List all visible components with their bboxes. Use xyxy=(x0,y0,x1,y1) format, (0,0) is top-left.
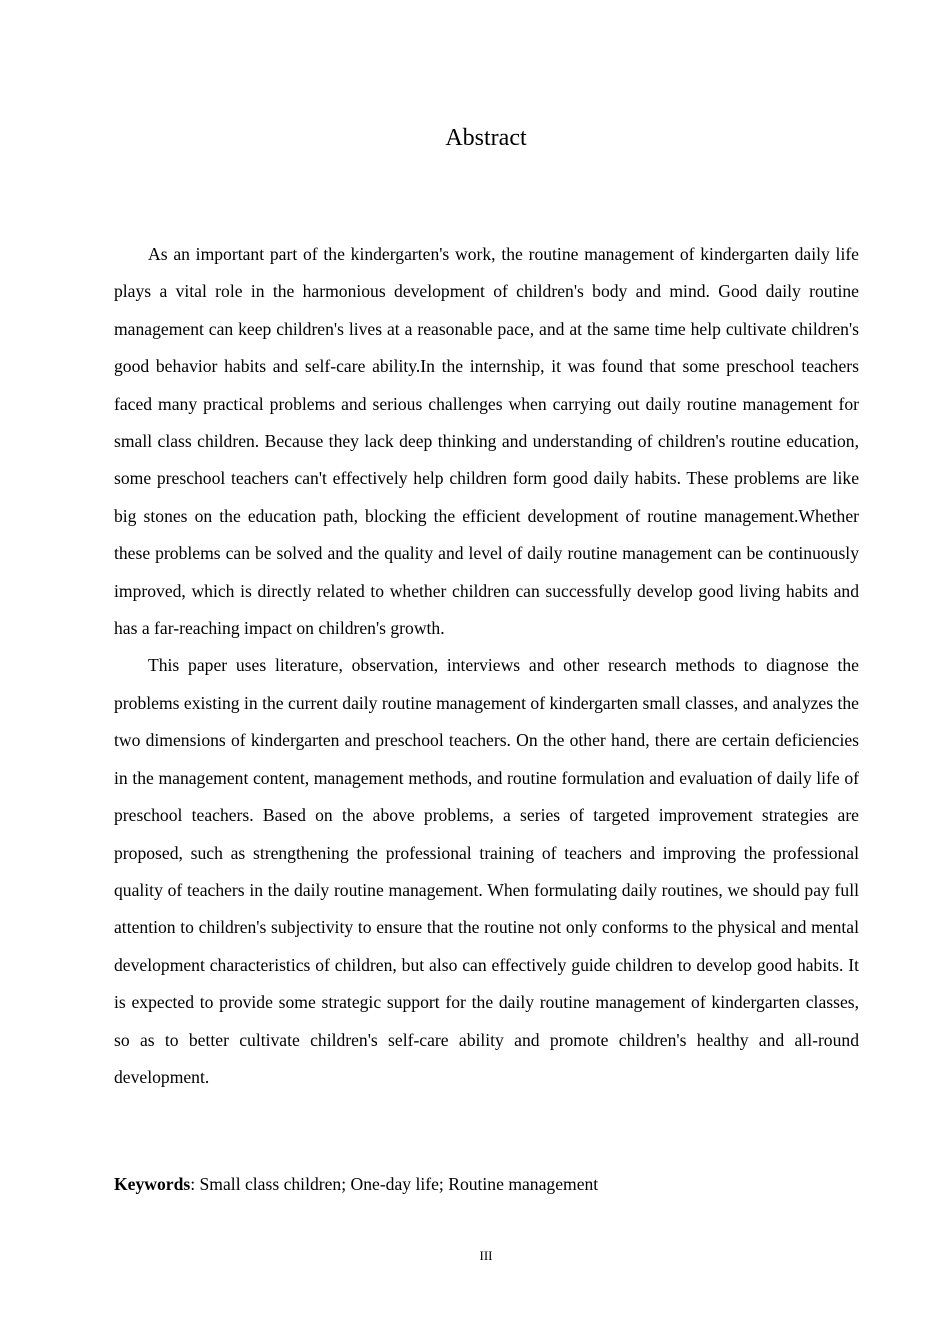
keywords-line xyxy=(114,1169,859,1199)
abstract-body xyxy=(114,236,859,1096)
keywords-text: : Small class children; One-day life; Routine management xyxy=(190,1174,599,1194)
keywords-label: Keywords xyxy=(114,1174,191,1194)
abstract-paragraph-1: As an important part of the kindergarten's work, the routine management of kindergarten daily life plays a vital role in the harmonious development of children's body and mind. Good daily routine management can keep children's lives at a reasonable pace, and at the same time help cultivate children's good behavior habits and self-care ability.In the internship, it was found that some preschool teachers faced many practical problems and serious challenges when carrying out daily routine management for small class children. Because they lack deep thinking and understanding of children's routine education, some preschool teachers can't effectively help children form good daily habits. These problems are like big stones on the education path, blocking the efficient development of routine management.Whether these problems can be solved and the quality and level of daily routine management can be continuously improved, which is directly related to whether children can successfully develop good living habits and has a far-reaching impact on children's growth. xyxy=(114,244,859,639)
abstract-paragraph-2: This paper uses literature, observation, interviews and other research methods to diagnose the problems existing in the current daily routine management of kindergarten small classes, and analyzes the two dimensions of kindergarten and preschool teachers. On the other hand, there are certain deficiencies in the management content, management methods, and routine formulation and evaluation of daily life of preschool teachers. Based on the above problems, a series of targeted improvement strategies are proposed, such as strengthening the professional training of teachers and improving the professional quality of teachers in the daily routine management. When formulating daily routines, we should pay full attention to children's subjectivity to ensure that the routine not only conforms to the physical and mental development characteristics of children, but also can effectively guide children to develop good habits. It is expected to provide some strategic support for the daily routine management of kindergarten classes, so as to better cultivate children's self-care ability and promote children's healthy and all-round development. xyxy=(114,655,859,1087)
page-number: III xyxy=(479,1248,493,1263)
page-title: Abstract xyxy=(445,125,527,151)
